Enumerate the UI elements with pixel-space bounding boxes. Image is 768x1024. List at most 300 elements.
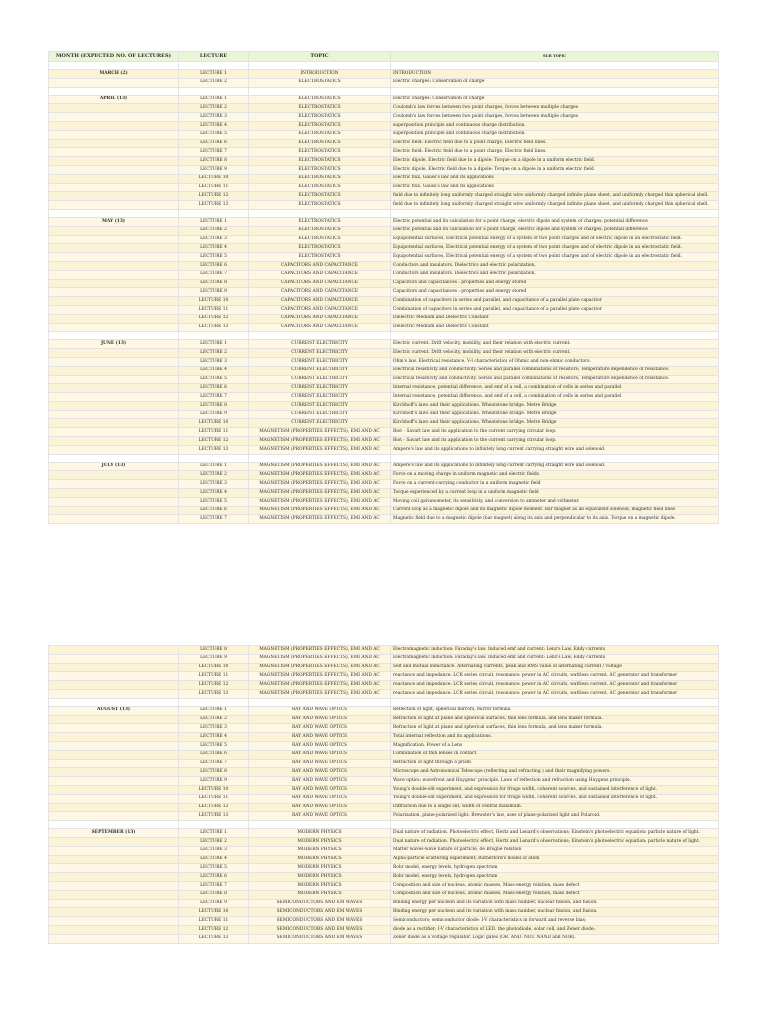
- month-cell: [49, 471, 179, 480]
- lecture-cell: LECTURE 8: [179, 279, 249, 288]
- spacer-cell: [249, 62, 391, 70]
- header-sub-topic: SUB TOPIC: [391, 52, 719, 62]
- sub-topic-cell: Current loop as a magnetic dipole and its magnetic dipole moment. Bar magnet as an equivalent solenoid, magnetic field lines: [391, 506, 719, 515]
- month-cell: [49, 393, 179, 402]
- sub-topic-cell: Self and mutual inductance. Alternating currents, peak and RMS value of alternating current / voltage: [391, 663, 719, 672]
- topic-cell: ELECTROSTATICS: [249, 226, 391, 235]
- month-cell: [49, 323, 179, 332]
- table-row: [49, 506, 719, 515]
- table-row: [49, 934, 719, 943]
- month-cell: [49, 226, 179, 235]
- topic-cell: CURRENT ELECTRICITY: [249, 349, 391, 358]
- lecture-cell: LECTURE 12: [179, 192, 249, 201]
- month-cell: [49, 375, 179, 384]
- lecture-cell: LECTURE 5: [179, 864, 249, 873]
- lecture-cell: LECTURE 13: [179, 201, 249, 210]
- table-row: [49, 759, 719, 768]
- sub-topic-cell: Coulomb's law forces between two point charges, forces between multiple charges: [391, 113, 719, 122]
- month-cell: [49, 314, 179, 323]
- table-row: [49, 812, 719, 821]
- month-cell: [49, 201, 179, 210]
- lecture-cell: LECTURE 9: [179, 288, 249, 297]
- month-cell: APRIL (13): [49, 95, 179, 104]
- lecture-cell: LECTURE 2: [179, 471, 249, 480]
- table-row: [49, 401, 719, 410]
- spacer-row: [49, 209, 719, 217]
- month-cell: [49, 768, 179, 777]
- spacer-cell: [249, 87, 391, 95]
- month-cell: [49, 78, 179, 87]
- sub-topic-cell: Microscope and Astronomical Telescope (reflecting and refracting ) and their magnifying powers.: [391, 768, 719, 777]
- topic-cell: ELECTROSTATICS: [249, 95, 391, 104]
- sub-topic-cell: Torque experienced by a current loop in a uniform magnetic field: [391, 489, 719, 498]
- table-row: [49, 777, 719, 786]
- lecture-cell: LECTURE 10: [179, 785, 249, 794]
- table-row: [49, 121, 719, 130]
- topic-cell: ELECTROSTATICS: [249, 165, 391, 174]
- lecture-cell: LECTURE 11: [179, 428, 249, 437]
- spacer-cell: [391, 698, 719, 706]
- table-row: [49, 489, 719, 498]
- topic-cell: MAGNETISM (PROPERTIES EFFECTS), EMI AND AC: [249, 428, 391, 437]
- month-cell: [49, 410, 179, 419]
- month-cell: [49, 654, 179, 663]
- month-cell: [49, 428, 179, 437]
- topic-cell: MAGNETISM (PROPERTIES EFFECTS), EMI AND AC: [249, 681, 391, 690]
- table-row: [49, 515, 719, 524]
- topic-cell: MAGNETISM (PROPERTIES EFFECTS), EMI AND AC: [249, 506, 391, 515]
- topic-cell: CURRENT ELECTRICITY: [249, 384, 391, 393]
- lecture-cell: LECTURE 8: [179, 401, 249, 410]
- lecture-cell: LECTURE 5: [179, 130, 249, 139]
- topic-cell: ELECTROSTATICS: [249, 148, 391, 157]
- topic-cell: MODERN PHYSICS: [249, 890, 391, 899]
- topic-cell: MODERN PHYSICS: [249, 873, 391, 882]
- month-cell: [49, 121, 179, 130]
- table-row: [49, 357, 719, 366]
- sub-topic-cell: field due to infinitely long uniformly charged straight wire uniformly charged infinite plane sheet, and uniformly charged thin spherical shell.: [391, 201, 719, 210]
- table-row: [49, 165, 719, 174]
- sub-topic-cell: Electric potential and its calculation for a point charge, electric dipole and system of charges; potential difference: [391, 226, 719, 235]
- spacer-cell: [179, 454, 249, 462]
- sub-topic-cell: reactance and impedance: LCR series circuit, resonance: power in AC circuits, wattless current. AC generator and transformer: [391, 672, 719, 681]
- topic-cell: MAGNETISM (PROPERTIES EFFECTS), EMI AND AC: [249, 689, 391, 698]
- lecture-cell: LECTURE 5: [179, 741, 249, 750]
- month-cell: [49, 192, 179, 201]
- table-row: [49, 70, 719, 79]
- table-row: [49, 681, 719, 690]
- sub-topic-cell: Magnification. Power of a Lens: [391, 741, 719, 750]
- spacer-cell: [49, 821, 179, 829]
- table-row: [49, 253, 719, 262]
- sub-topic-cell: Moving coil galvanometer, its sensitivity, and conversion to ammeter and voltmeter.: [391, 497, 719, 506]
- sub-topic-cell: Composition and size of nucleus, atomic masses, Mass-energy relation, mass defect: [391, 881, 719, 890]
- month-cell: [49, 515, 179, 524]
- lecture-cell: LECTURE 2: [179, 349, 249, 358]
- topic-cell: RAY AND WAVE OPTICS: [249, 741, 391, 750]
- month-cell: [49, 917, 179, 926]
- topic-cell: MAGNETISM (PROPERTIES EFFECTS), EMI AND AC: [249, 646, 391, 655]
- lecture-cell: LECTURE 10: [179, 908, 249, 917]
- lecture-cell: LECTURE 10: [179, 663, 249, 672]
- lecture-cell: LECTURE 4: [179, 489, 249, 498]
- month-cell: [49, 663, 179, 672]
- table-row: [49, 846, 719, 855]
- month-cell: [49, 104, 179, 113]
- table-row: [49, 340, 719, 349]
- sub-topic-cell: field due to infinitely long uniformly charged straight wire uniformly charged infinite plane sheet, and uniformly charged thin spherical shell.: [391, 192, 719, 201]
- sub-topic-cell: Ohm's law. Electrical resistance. V-I characteristics of Ohmic and non-ohmic conductors.: [391, 357, 719, 366]
- lecture-cell: LECTURE 6: [179, 261, 249, 270]
- topic-cell: SEMICONDUCTORS AND EM WAVES: [249, 925, 391, 934]
- topic-cell: SEMICONDUCTORS AND EM WAVES: [249, 899, 391, 908]
- sub-topic-cell: Force on a moving charge in uniform magnetic and electric fields: [391, 471, 719, 480]
- sub-topic-cell: Refraction of light through a prism: [391, 759, 719, 768]
- table-row: [49, 741, 719, 750]
- spacer-cell: [179, 332, 249, 340]
- table-row: [49, 375, 719, 384]
- sub-topic-cell: superposition principle and continuous charge distribution.: [391, 130, 719, 139]
- lecture-cell: LECTURE 3: [179, 357, 249, 366]
- table-row: [49, 410, 719, 419]
- topic-cell: ELECTROSTATICS: [249, 235, 391, 244]
- sub-topic-cell: Equipotential surfaces, Electrical potential energy of a system of two point charges and of electric dipole in an electrostatic field.: [391, 235, 719, 244]
- table-row: [49, 873, 719, 882]
- month-cell: MARCH (2): [49, 70, 179, 79]
- spacer-row: [49, 87, 719, 95]
- spacer-cell: [49, 209, 179, 217]
- sub-topic-cell: Magnetic field due to a magnetic dipole (bar magnet) along its axis and perpendicular to its axis. Torque on a magnetic dipole.: [391, 515, 719, 524]
- table-row: [49, 305, 719, 314]
- lecture-cell: LECTURE 3: [179, 235, 249, 244]
- lecture-cell: LECTURE 12: [179, 314, 249, 323]
- month-cell: [49, 812, 179, 821]
- sub-topic-cell: Polarization, plane-polarized light: Brewster's law, uses of plane-polarized light and Polaroid.: [391, 812, 719, 821]
- table-row: [49, 663, 719, 672]
- lecture-cell: LECTURE 5: [179, 253, 249, 262]
- month-cell: [49, 366, 179, 375]
- month-cell: [49, 183, 179, 192]
- sub-topic-cell: Electric charges: Conservation of charge: [391, 95, 719, 104]
- sub-topic-cell: Equipotential surfaces, Electrical potential energy of a system of two point charges and of electric dipole in an electrostatic field.: [391, 244, 719, 253]
- topic-cell: MAGNETISM (PROPERTIES EFFECTS), EMI AND AC: [249, 471, 391, 480]
- topic-cell: CAPACITORS AND CAPACITANCE: [249, 261, 391, 270]
- table-row: [49, 217, 719, 226]
- lecture-cell: LECTURE 4: [179, 855, 249, 864]
- lecture-cell: LECTURE 2: [179, 837, 249, 846]
- topic-cell: RAY AND WAVE OPTICS: [249, 706, 391, 715]
- topic-cell: RAY AND WAVE OPTICS: [249, 777, 391, 786]
- topic-cell: ELECTROSTATICS: [249, 183, 391, 192]
- table-row: [49, 654, 719, 663]
- month-cell: [49, 846, 179, 855]
- sub-topic-cell: Internal resistance, potential difference, and emf of a cell, a combination of cells in series and parallel: [391, 384, 719, 393]
- spacer-cell: [179, 87, 249, 95]
- topic-cell: RAY AND WAVE OPTICS: [249, 715, 391, 724]
- topic-cell: MAGNETISM (PROPERTIES EFFECTS), EMI AND AC: [249, 515, 391, 524]
- month-cell: [49, 244, 179, 253]
- topic-cell: SEMICONDUCTORS AND EM WAVES: [249, 934, 391, 943]
- sub-topic-cell: INTRODUCTION: [391, 70, 719, 79]
- table-row: [49, 366, 719, 375]
- month-cell: [49, 497, 179, 506]
- lecture-cell: LECTURE 7: [179, 881, 249, 890]
- table-row: [49, 497, 719, 506]
- topic-cell: ELECTROSTATICS: [249, 244, 391, 253]
- sub-topic-cell: Dielectric Medium and Dielectric Constant: [391, 323, 719, 332]
- topic-cell: MAGNETISM (PROPERTIES EFFECTS), EMI AND AC: [249, 480, 391, 489]
- table-row: [49, 462, 719, 471]
- month-cell: [49, 899, 179, 908]
- table-row: [49, 881, 719, 890]
- sub-topic-cell: reactance and impedance: LCR series circuit, resonance: power in AC circuits, wattless current. AC generator and transformer: [391, 689, 719, 698]
- lecture-cell: LECTURE 1: [179, 95, 249, 104]
- table-row: [49, 803, 719, 812]
- month-cell: MAY (13): [49, 217, 179, 226]
- table-row: [49, 288, 719, 297]
- month-cell: [49, 646, 179, 655]
- sub-topic-cell: Equipotential surfaces, Electrical potential energy of a system of two point charges and of electric dipole in an electrostatic field.: [391, 253, 719, 262]
- topic-cell: MODERN PHYSICS: [249, 864, 391, 873]
- table-row: [49, 437, 719, 446]
- topic-cell: MAGNETISM (PROPERTIES EFFECTS), EMI AND AC: [249, 497, 391, 506]
- lecture-cell: LECTURE 1: [179, 217, 249, 226]
- month-cell: [49, 837, 179, 846]
- month-cell: [49, 305, 179, 314]
- topic-cell: CURRENT ELECTRICITY: [249, 410, 391, 419]
- sub-topic-cell: Young's double-slit experiment, and expression for fringe width, coherent sources, and sustained interference of light.: [391, 794, 719, 803]
- spacer-cell: [249, 454, 391, 462]
- table-row: [49, 445, 719, 454]
- sub-topic-cell: Kirchhoff's laws and their applications. Wheatstone bridge. Metre Bridge: [391, 401, 719, 410]
- spacer-cell: [179, 209, 249, 217]
- table-row: [49, 130, 719, 139]
- sub-topic-cell: Internal resistance, potential difference, and emf of a cell, a combination of cells in series and parallel: [391, 393, 719, 402]
- sub-topic-cell: Zener diode as a voltage regulator. Logic gates (OR. AND. NOT. NAND and NOR).: [391, 934, 719, 943]
- table-row: [49, 750, 719, 759]
- topic-cell: ELECTROSTATICS: [249, 201, 391, 210]
- sub-topic-cell: Kirchhoff's laws and their applications. Wheatstone bridge. Metre Bridge: [391, 419, 719, 428]
- spacer-row: [49, 454, 719, 462]
- sub-topic-cell: Matter waves-wave nature of particle, de Broglie relation: [391, 846, 719, 855]
- lecture-cell: LECTURE 3: [179, 724, 249, 733]
- topic-cell: ELECTROSTATICS: [249, 130, 391, 139]
- table-row: [49, 672, 719, 681]
- sub-topic-cell: Electromagnetic induction: Faraday's law. Induced emf and current: Lenz's Law, Eddy currents: [391, 654, 719, 663]
- month-cell: JULY (13): [49, 462, 179, 471]
- spacer-cell: [249, 332, 391, 340]
- table-row: [49, 419, 719, 428]
- month-cell: [49, 741, 179, 750]
- schedule-table-page-1: [48, 51, 719, 524]
- table-row: [49, 715, 719, 724]
- sub-topic-cell: Electrical resistivity and conductivity. Series and parallel combinations of resistors; Temperature dependence of resistance.: [391, 366, 719, 375]
- month-cell: [49, 270, 179, 279]
- table-row: [49, 724, 719, 733]
- sub-topic-cell: Bohr model, energy levels, hydrogen spectrum: [391, 864, 719, 873]
- table-row: [49, 829, 719, 838]
- sub-topic-cell: Ampere's law and its applications to infinitely long current carrying straight wire and solenoid.: [391, 445, 719, 454]
- table-row: [49, 323, 719, 332]
- topic-cell: CAPACITORS AND CAPACITANCE: [249, 270, 391, 279]
- sub-topic-cell: Biot - Savart law and its application to the current carrying circular loop.: [391, 437, 719, 446]
- table-row: [49, 785, 719, 794]
- sub-topic-cell: Young's double-slit experiment, and expression for fringe width, coherent sources, and sustained interference of light.: [391, 785, 719, 794]
- topic-cell: CURRENT ELECTRICITY: [249, 419, 391, 428]
- spacer-cell: [49, 87, 179, 95]
- spacer-cell: [249, 698, 391, 706]
- lecture-cell: LECTURE 5: [179, 375, 249, 384]
- spacer-cell: [391, 62, 719, 70]
- header-topic: TOPIC: [249, 52, 391, 62]
- topic-cell: SEMICONDUCTORS AND EM WAVES: [249, 917, 391, 926]
- topic-cell: CURRENT ELECTRICITY: [249, 401, 391, 410]
- table-row: [49, 349, 719, 358]
- table-row: [49, 899, 719, 908]
- month-cell: [49, 890, 179, 899]
- spacer-row: [49, 332, 719, 340]
- sub-topic-cell: Wave optics: wavefront and Huygens' principle. Laws of reflection and refraction using Huygens principle.: [391, 777, 719, 786]
- spacer-cell: [179, 698, 249, 706]
- month-cell: [49, 794, 179, 803]
- table-row: [49, 270, 719, 279]
- sub-topic-cell: Capacitors and capacitances : properties and energy stored: [391, 279, 719, 288]
- topic-cell: MAGNETISM (PROPERTIES EFFECTS), EMI AND AC: [249, 462, 391, 471]
- lecture-cell: LECTURE 2: [179, 78, 249, 87]
- lecture-cell: LECTURE 1: [179, 462, 249, 471]
- lecture-cell: LECTURE 1: [179, 829, 249, 838]
- table-row: [49, 174, 719, 183]
- sub-topic-cell: Dual nature of radiation. Photoelectric effect, Hertz and Lenard's observations; Einstein's photoelectric equation: particle nature of light.: [391, 837, 719, 846]
- sub-topic-cell: Bohr model, energy levels, hydrogen spectrum: [391, 873, 719, 882]
- topic-cell: CAPACITORS AND CAPACITANCE: [249, 288, 391, 297]
- month-cell: [49, 148, 179, 157]
- topic-cell: ELECTROSTATICS: [249, 139, 391, 148]
- table-row: [49, 646, 719, 655]
- sub-topic-cell: Electric flux, Gauss's law and its applications: [391, 183, 719, 192]
- table-row: [49, 95, 719, 104]
- lecture-cell: LECTURE 13: [179, 445, 249, 454]
- lecture-cell: LECTURE 7: [179, 759, 249, 768]
- lecture-cell: LECTURE 12: [179, 437, 249, 446]
- topic-cell: MAGNETISM (PROPERTIES EFFECTS), EMI AND AC: [249, 663, 391, 672]
- topic-cell: MODERN PHYSICS: [249, 837, 391, 846]
- lecture-cell: LECTURE 11: [179, 183, 249, 192]
- sub-topic-cell: Electric field: Electric field due to a point charge, Electric field lines.: [391, 148, 719, 157]
- table-row: [49, 104, 719, 113]
- spacer-cell: [391, 454, 719, 462]
- topic-cell: ELECTROSTATICS: [249, 113, 391, 122]
- sub-topic-cell: Total internal reflection and its applications.: [391, 733, 719, 742]
- topic-cell: MODERN PHYSICS: [249, 881, 391, 890]
- topic-cell: CURRENT ELECTRICITY: [249, 357, 391, 366]
- table-row: [49, 689, 719, 698]
- lecture-cell: LECTURE 4: [179, 244, 249, 253]
- month-cell: [49, 506, 179, 515]
- table-row: [49, 837, 719, 846]
- sub-topic-cell: Conductors and insulators. Dielectrics and electric polarization,: [391, 270, 719, 279]
- lecture-cell: LECTURE 4: [179, 366, 249, 375]
- lecture-cell: LECTURE 9: [179, 165, 249, 174]
- sub-topic-cell: Electric potential and its calculation for a point charge, electric dipole and system of charges; potential difference: [391, 217, 719, 226]
- spacer-cell: [391, 332, 719, 340]
- topic-cell: RAY AND WAVE OPTICS: [249, 785, 391, 794]
- month-cell: [49, 384, 179, 393]
- month-cell: [49, 681, 179, 690]
- table-row: [49, 890, 719, 899]
- lecture-cell: LECTURE 2: [179, 715, 249, 724]
- spacer-cell: [179, 62, 249, 70]
- topic-cell: ELECTROSTATICS: [249, 157, 391, 166]
- month-cell: [49, 288, 179, 297]
- table-row: [49, 201, 719, 210]
- table-row: [49, 768, 719, 777]
- lecture-cell: LECTURE 9: [179, 654, 249, 663]
- lecture-cell: LECTURE 6: [179, 750, 249, 759]
- topic-cell: RAY AND WAVE OPTICS: [249, 733, 391, 742]
- month-cell: [49, 279, 179, 288]
- spacer-cell: [391, 209, 719, 217]
- sub-topic-cell: Alpha-particle scattering experiment; Rutherford's model of atom: [391, 855, 719, 864]
- month-cell: [49, 401, 179, 410]
- topic-cell: CAPACITORS AND CAPACITANCE: [249, 279, 391, 288]
- month-cell: [49, 803, 179, 812]
- month-cell: [49, 445, 179, 454]
- sub-topic-cell: diode as a rectifier; I-V characteristics of LED. the photodiode, solar cell, and Zener diode;: [391, 925, 719, 934]
- table-row: [49, 480, 719, 489]
- header-lecture: LECTURE: [179, 52, 249, 62]
- topic-cell: ELECTROSTATICS: [249, 78, 391, 87]
- month-cell: [49, 785, 179, 794]
- table-row: [49, 471, 719, 480]
- lecture-cell: LECTURE 8: [179, 890, 249, 899]
- topic-cell: RAY AND WAVE OPTICS: [249, 750, 391, 759]
- topic-cell: ELECTROSTATICS: [249, 217, 391, 226]
- sub-topic-cell: Combination of thin lenses in contact.: [391, 750, 719, 759]
- header-month: MONTH (EXPECTED NO. OF LECTURES): [49, 52, 179, 62]
- table-row: [49, 925, 719, 934]
- lecture-cell: LECTURE 12: [179, 925, 249, 934]
- table-row: [49, 226, 719, 235]
- sub-topic-cell: Capacitors and capacitances : properties and energy stored: [391, 288, 719, 297]
- table-row: [49, 917, 719, 926]
- lecture-cell: LECTURE 12: [179, 803, 249, 812]
- table-row: [49, 157, 719, 166]
- sub-topic-cell: Binding energy per nucleon and its variation with mass number, nuclear fission, and fusion.: [391, 899, 719, 908]
- topic-cell: MAGNETISM (PROPERTIES EFFECTS), EMI AND AC: [249, 437, 391, 446]
- topic-cell: ELECTROSTATICS: [249, 174, 391, 183]
- sub-topic-cell: Combination of capacitors in series and parallel, and capacitance of a parallel plate capacitor: [391, 297, 719, 306]
- spacer-row: [49, 62, 719, 70]
- sub-topic-cell: Biot - Savart law and its application to the current carrying circular loop.: [391, 428, 719, 437]
- table-row: [49, 261, 719, 270]
- month-cell: SEPTEMBER (13): [49, 829, 179, 838]
- month-cell: [49, 934, 179, 943]
- spacer-cell: [49, 62, 179, 70]
- lecture-cell: LECTURE 13: [179, 812, 249, 821]
- month-cell: [49, 777, 179, 786]
- topic-cell: ELECTROSTATICS: [249, 192, 391, 201]
- lecture-cell: LECTURE 6: [179, 873, 249, 882]
- topic-cell: RAY AND WAVE OPTICS: [249, 794, 391, 803]
- month-cell: JUNE (13): [49, 340, 179, 349]
- table-row: [49, 384, 719, 393]
- table-row: [49, 279, 719, 288]
- month-cell: [49, 925, 179, 934]
- topic-cell: RAY AND WAVE OPTICS: [249, 724, 391, 733]
- lecture-cell: LECTURE 3: [179, 846, 249, 855]
- table-row: [49, 139, 719, 148]
